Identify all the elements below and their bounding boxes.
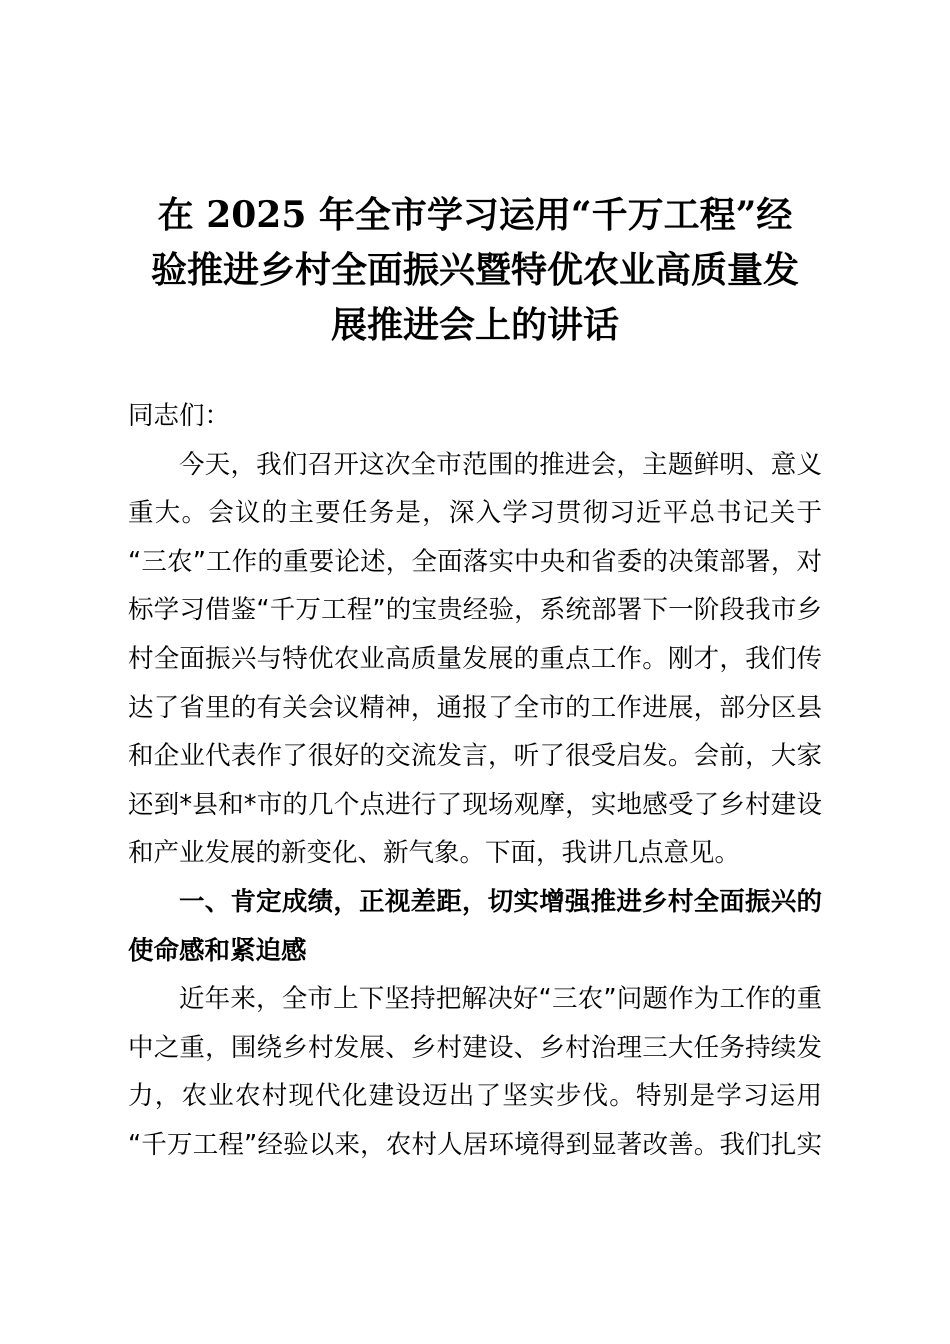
paragraph-line: 标学习借鉴“千万工程”的宝贵经验，系统部署下一阶段我市乡 xyxy=(128,595,822,626)
paragraph-line: 达了省里的有关会议精神，通报了全市的工作进展，部分区县 xyxy=(128,692,822,723)
paragraph-line: 和企业代表作了很好的交流发言，听了很受启发。会前，大家 xyxy=(128,741,822,772)
paragraph-line: “三农”工作的重要论述，全面落实中央和省委的决策部署，对 xyxy=(128,546,822,577)
paragraph-line: “千万工程”经验以来，农村人居环境得到显著改善。我们扎实 xyxy=(128,1129,822,1160)
title-line: 在 2025 年全市学习运用“千万工程”经 xyxy=(157,194,793,236)
title-line: 验推进乡村全面振兴暨特优农业高质量发 xyxy=(150,249,799,291)
paragraph-line: 重大。会议的主要任务是，深入学习贯彻习近平总书记关于 xyxy=(128,498,822,529)
paragraph-achievements xyxy=(128,975,822,1169)
document-title xyxy=(120,188,830,353)
document-body xyxy=(128,392,822,1170)
paragraph-line: 近年来，全市上下坚持把解决好“三农”问题作为工作的重 xyxy=(179,984,822,1015)
paragraph-line: 还到*县和*市的几个点进行了现场观摩，实地感受了乡村建设 xyxy=(128,789,822,820)
paragraph-line: 和产业发展的新变化、新气象。下面，我讲几点意见。 xyxy=(128,838,741,869)
paragraph-line: 村全面振兴与特优农业高质量发展的重点工作。刚才，我们传 xyxy=(128,643,822,674)
heading-line: 使命感和紧迫感 xyxy=(128,935,307,966)
paragraph-line: 今天，我们召开这次全市范围的推进会，主题鲜明、意义 xyxy=(179,449,822,480)
heading-line: 一、肯定成绩，正视差距，切实增强推进乡村全面振兴的 xyxy=(179,886,822,917)
paragraph-line: 力，农业农村现代化建设迈出了坚实步伐。特别是学习运用 xyxy=(128,1081,822,1112)
title-line: 展推进会上的讲话 xyxy=(330,304,619,346)
paragraph-line: 中之重，围绕乡村发展、乡村建设、乡村治理三大任务持续发 xyxy=(128,1032,822,1063)
section-heading-1 xyxy=(128,878,822,975)
paragraph-opening xyxy=(128,441,822,878)
salutation: 同志们： xyxy=(128,401,231,431)
